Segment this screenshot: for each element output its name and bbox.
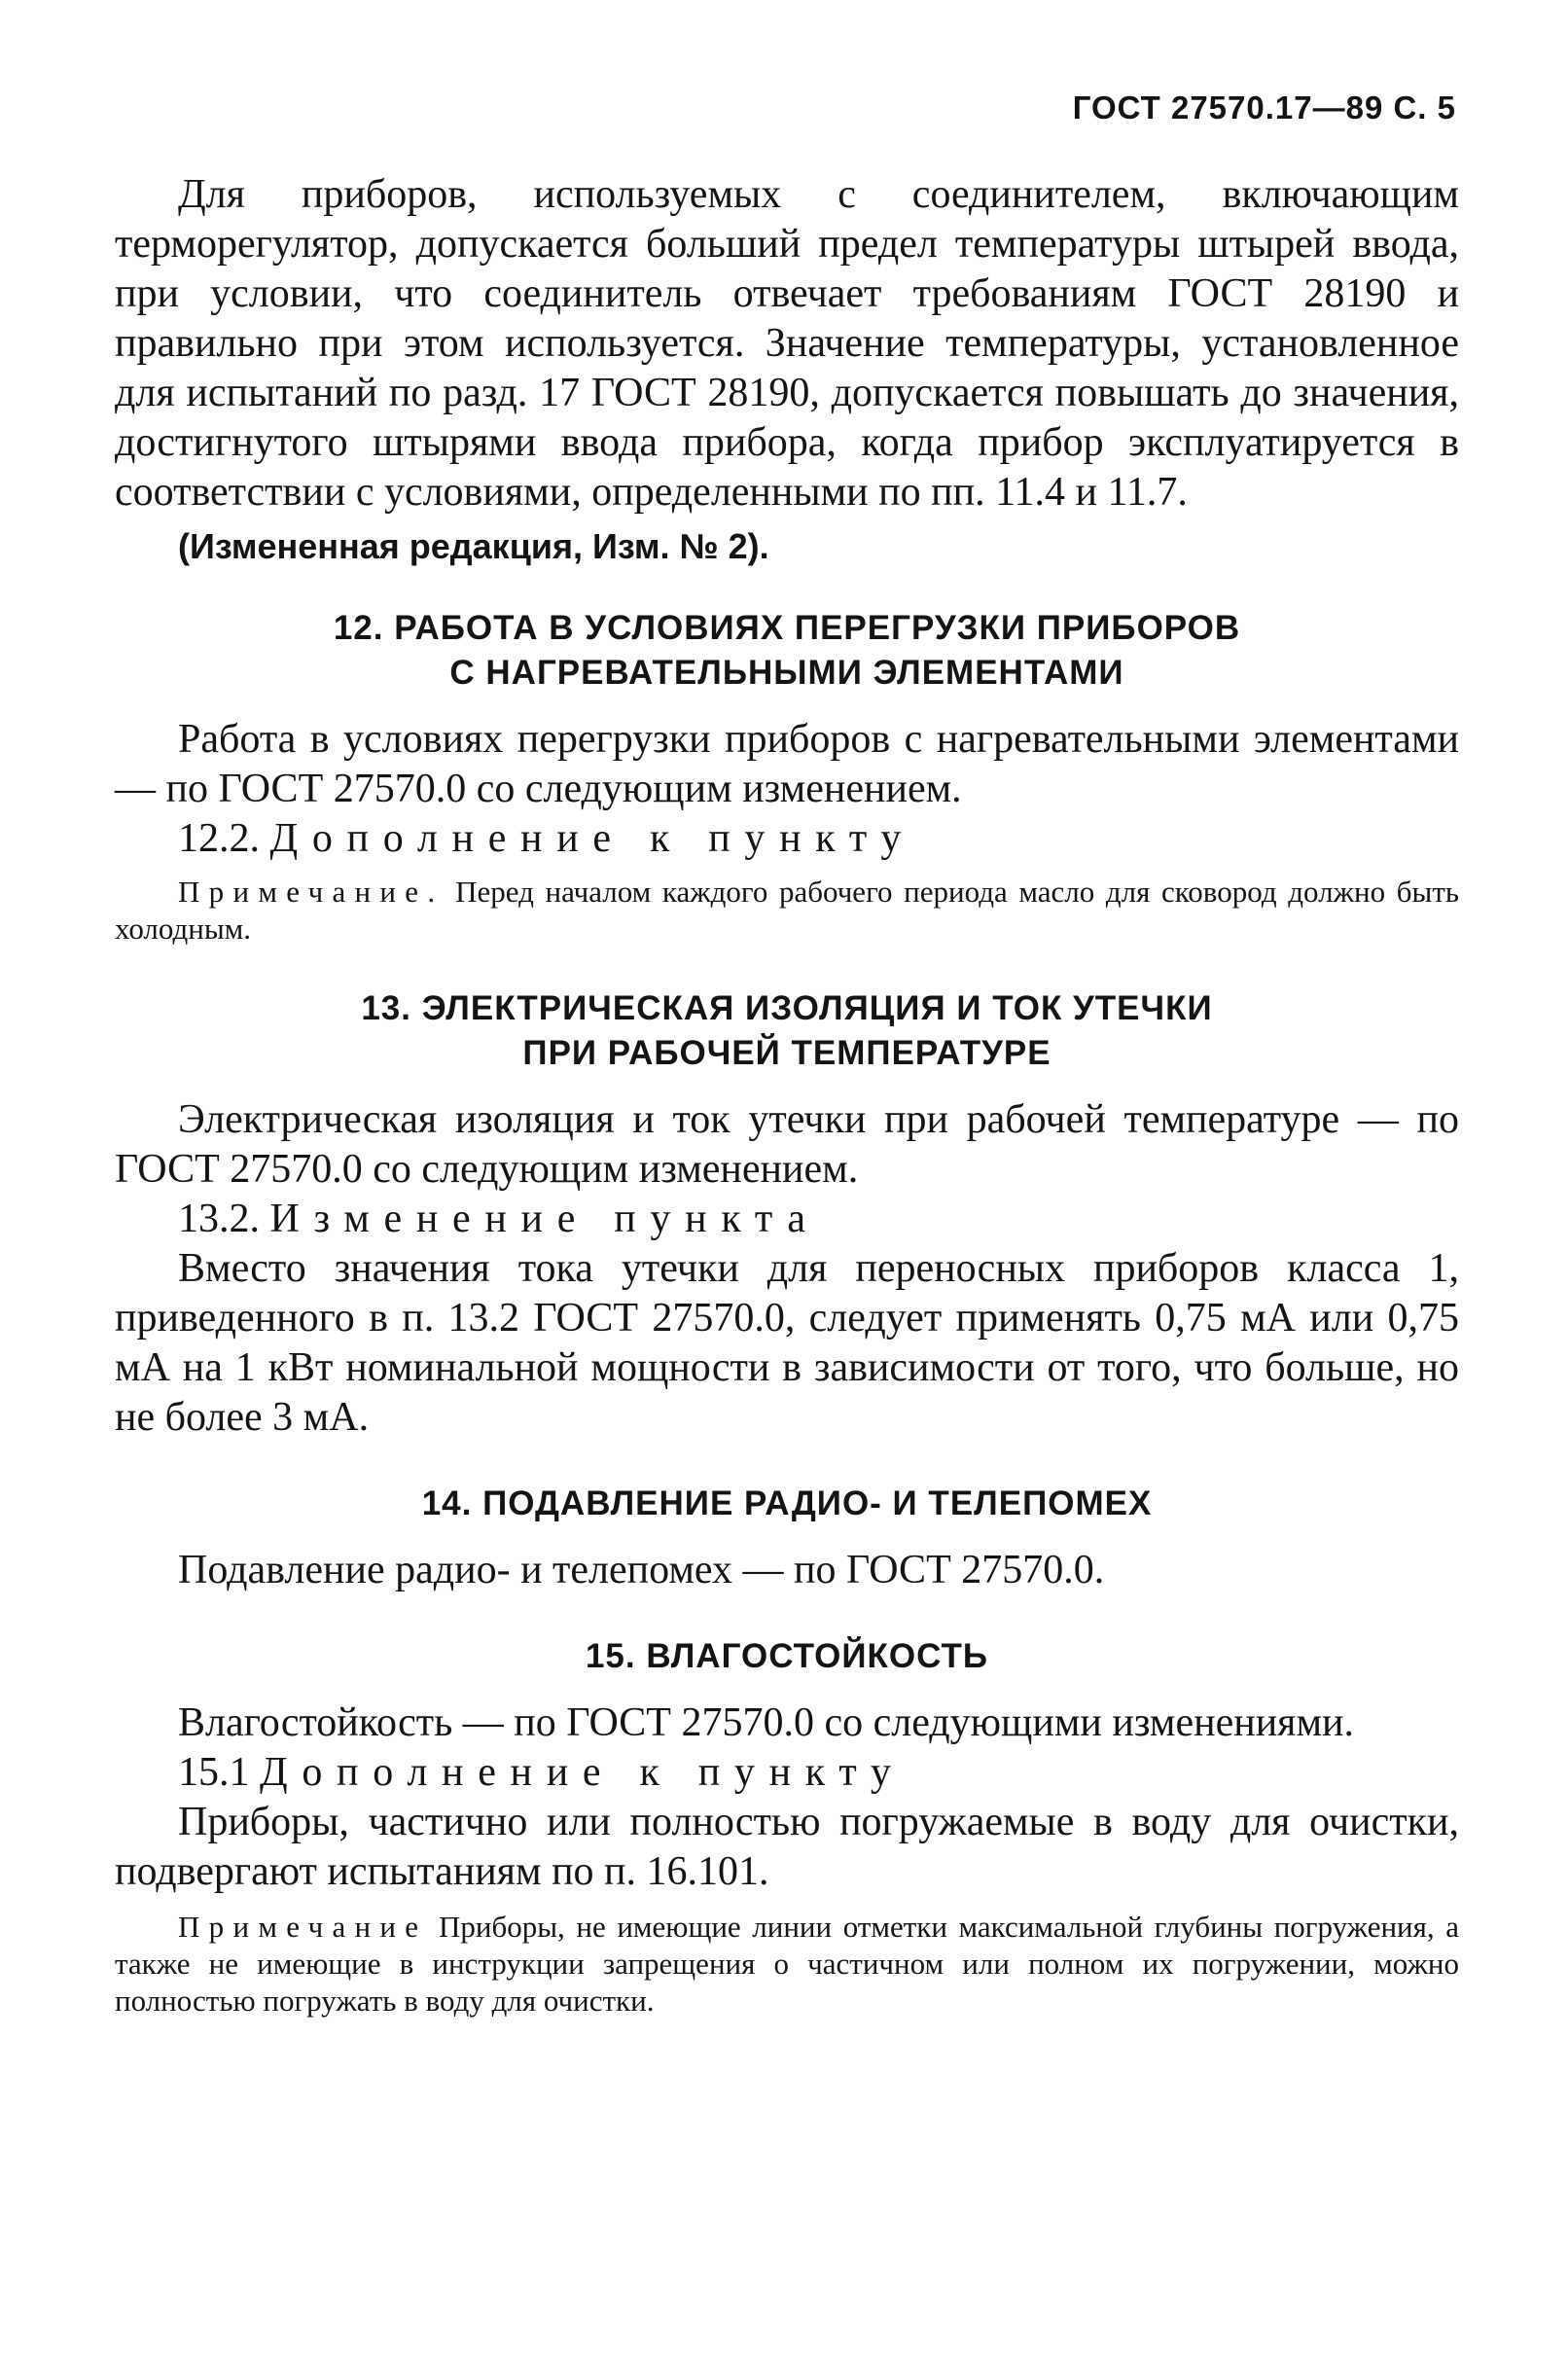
subclause-title: Изменение пункта: [269, 1197, 820, 1241]
section-13: [115, 986, 1459, 1443]
section-13-text: Вместо значения тока утечки для переносных приборов класса 1, приведенного в п. 13.2 ГОСТ 27570.0, следует применять 0,75 мА или 0,75 мА на 1 кВт номинальной мощности в зависимости от того, что больше, но не более 3 мА.: [115, 1246, 1459, 1440]
section-12-note: [115, 874, 1459, 948]
subclause-title: Дополнение к пункту: [269, 816, 916, 861]
section-13-paragraph: Электрическая изоляция и ток утечки при рабочей температуре — по ГОСТ 27570.0 со следующим изменением.: [115, 1097, 1459, 1192]
intro-paragraph: Для приборов, используемых с соединителем, включающим терморегулятор, допускается больший предел температуры штырей ввода, при условии, что соединитель отвечает требованиям ГОСТ 28190 и правильно при этом используется. Значение температуры, установленное для испытаний по разд. 17 ГОСТ 28190, допускается повышать до значения, достигнутого штырями ввода прибора, когда прибор эксплуатируется в соответствии с условиями, определенными по пп. 11.4 и 11.7.: [115, 172, 1459, 515]
section-15: [115, 1634, 1459, 2020]
section-13-heading-line2: ПРИ РАБОЧЕЙ ТЕМПЕРАТУРЕ: [522, 1034, 1051, 1072]
section-14: [115, 1482, 1459, 1595]
section-12-heading-line1: 12. РАБОТА В УСЛОВИЯХ ПЕРЕГРУЗКИ ПРИБОРОВ: [333, 609, 1241, 647]
section-14-heading: 14. ПОДАВЛЕНИЕ РАДИО- И ТЕЛЕПОМЕХ: [421, 1484, 1153, 1522]
section-12: [115, 606, 1459, 948]
note-label: Примечание.: [178, 875, 445, 909]
section-15-paragraph: Влагостойкость — по ГОСТ 27570.0 со следующими изменениями.: [178, 1700, 1355, 1745]
section-15-text: Приборы, частично или полностью погружаемые в воду для очистки, подвергают испытаниям по п. 16.101.: [115, 1800, 1459, 1894]
subclause-number: 12.2.: [178, 816, 260, 861]
note-text: Приборы, не имеющие линии отметки максимальной глубины погружения, а также не имеющие в инструкции запрещения о частичном или полном их погружении, можно полностью погружать в воду для очистки.: [115, 1910, 1459, 2018]
section-15-note: [115, 1909, 1459, 2020]
section-15-heading: 15. ВЛАГОСТОЙКОСТЬ: [585, 1637, 989, 1675]
note-text: Перед началом каждого рабочего периода масло для сковород должно быть холодным.: [115, 875, 1460, 946]
note-label: Примечание: [178, 1910, 428, 1944]
section-15-subclause: [178, 1748, 1459, 1798]
subclause-number: 13.2.: [178, 1197, 260, 1241]
section-12-subclause: [178, 814, 1459, 864]
subclause-number: 15.1: [178, 1750, 250, 1795]
section-13-subclause: [178, 1195, 1459, 1244]
page-content: [115, 170, 1459, 2020]
section-14-paragraph: Подавление радио- и телепомех — по ГОСТ 27570.0.: [178, 1548, 1105, 1592]
amendment-note: (Измененная редакция, Изм. № 2).: [178, 526, 769, 566]
section-12-paragraph: Работа в условиях перегрузки приборов с нагревательными элементами — по ГОСТ 27570.0 со следующим изменением.: [115, 717, 1459, 811]
section-12-heading-line2: С НАГРЕВАТЕЛЬНЫМИ ЭЛЕМЕНТАМИ: [449, 654, 1124, 692]
running-head: ГОСТ 27570.17—89 С. 5: [1072, 89, 1456, 125]
section-13-heading-line1: 13. ЭЛЕКТРИЧЕСКАЯ ИЗОЛЯЦИЯ И ТОК УТЕЧКИ: [361, 989, 1213, 1027]
subclause-title: Дополнение к пункту: [260, 1750, 906, 1795]
